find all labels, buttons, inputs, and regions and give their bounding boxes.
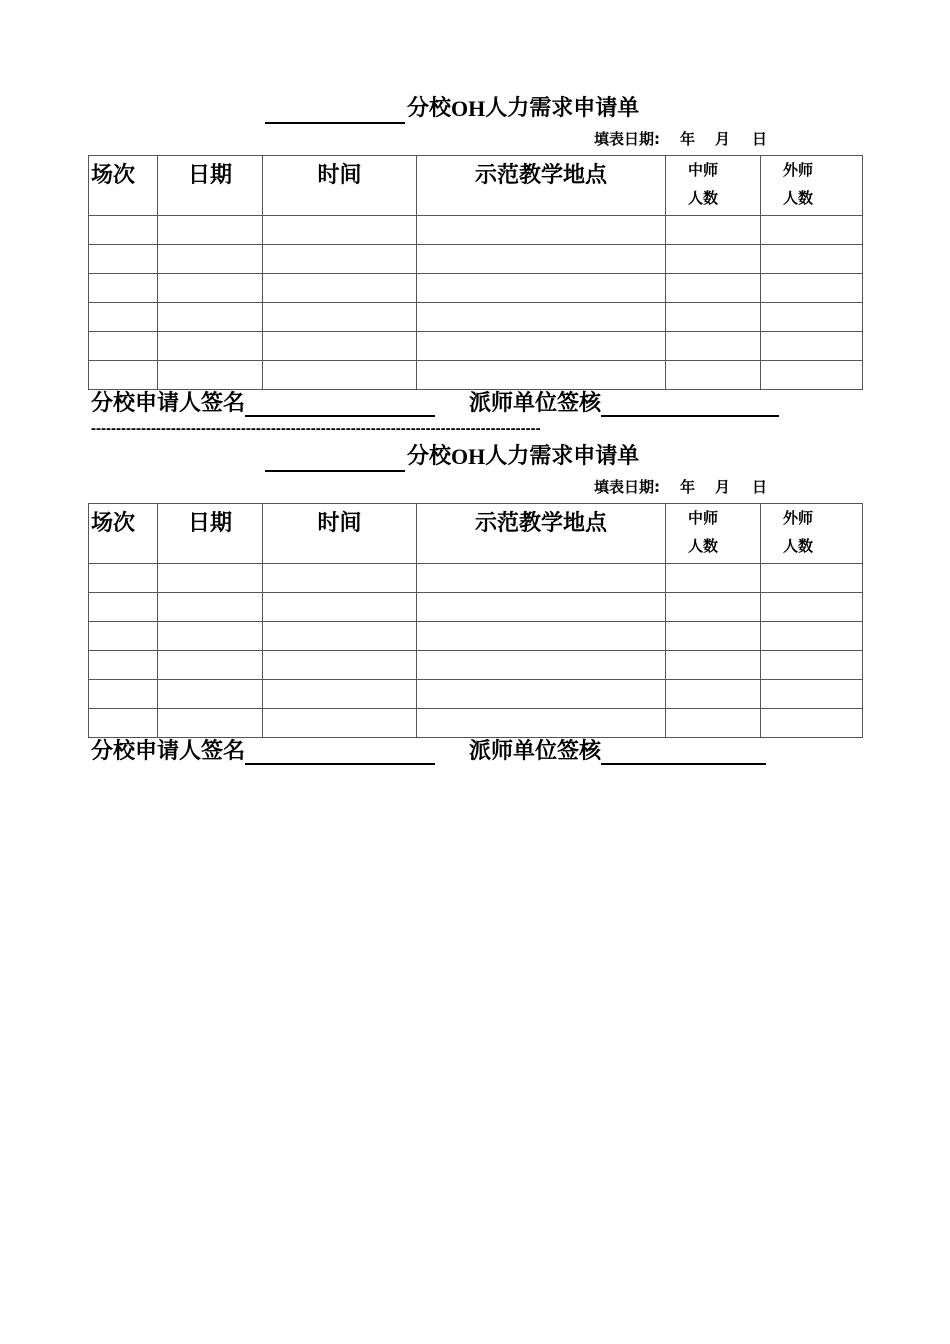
form-title bbox=[265, 442, 639, 472]
review-signature-field[interactable] bbox=[601, 737, 766, 765]
cell-location[interactable] bbox=[417, 303, 666, 332]
applicant-signature-label: 分校申请人签名 bbox=[91, 391, 246, 416]
header-cn-teacher-line1: 中师 bbox=[688, 509, 719, 527]
cell-foreign-teacher-count[interactable] bbox=[761, 651, 863, 680]
cut-line-divider: ------------------------------------------------------------------------------------------ bbox=[91, 420, 541, 437]
header-date: 日期 bbox=[158, 156, 263, 216]
fill-date-day[interactable]: 日 bbox=[752, 478, 768, 496]
header-cn-teacher-line2: 人数 bbox=[688, 537, 719, 555]
cell-time[interactable] bbox=[263, 622, 417, 651]
table-body bbox=[89, 564, 863, 738]
cell-cn-teacher-count[interactable] bbox=[666, 680, 761, 709]
header-foreign-teacher-count bbox=[761, 156, 863, 216]
table-header-row bbox=[89, 504, 863, 564]
signature-line bbox=[91, 386, 779, 417]
applicant-signature-field[interactable] bbox=[245, 737, 435, 765]
branch-name-blank[interactable] bbox=[265, 98, 405, 124]
fill-date-day[interactable]: 日 bbox=[752, 130, 768, 148]
cell-session[interactable] bbox=[89, 651, 158, 680]
cell-cn-teacher-count[interactable] bbox=[666, 332, 761, 361]
table-row bbox=[89, 303, 863, 332]
header-cn-teacher-line1: 中师 bbox=[688, 161, 719, 179]
cell-cn-teacher-count[interactable] bbox=[666, 303, 761, 332]
cell-session[interactable] bbox=[89, 274, 158, 303]
header-foreign-teacher-line2: 人数 bbox=[783, 537, 814, 555]
fill-date-month[interactable]: 月 bbox=[715, 130, 731, 148]
cell-cn-teacher-count[interactable] bbox=[666, 274, 761, 303]
cell-date[interactable] bbox=[158, 245, 263, 274]
cell-cn-teacher-count[interactable] bbox=[666, 245, 761, 274]
fill-date-label: 填表日期: bbox=[594, 478, 660, 496]
request-table bbox=[88, 155, 863, 390]
cell-foreign-teacher-count[interactable] bbox=[761, 332, 863, 361]
cell-time[interactable] bbox=[263, 651, 417, 680]
table-row bbox=[89, 245, 863, 274]
cell-session[interactable] bbox=[89, 622, 158, 651]
review-signature-label: 派师单位签核 bbox=[469, 391, 602, 416]
cell-location[interactable] bbox=[417, 216, 666, 245]
cell-foreign-teacher-count[interactable] bbox=[761, 709, 863, 738]
cell-foreign-teacher-count[interactable] bbox=[761, 564, 863, 593]
header-location: 示范教学地点 bbox=[417, 156, 666, 216]
signature-line bbox=[91, 734, 766, 765]
cell-time[interactable] bbox=[263, 245, 417, 274]
cell-cn-teacher-count[interactable] bbox=[666, 216, 761, 245]
cell-session[interactable] bbox=[89, 680, 158, 709]
cell-time[interactable] bbox=[263, 332, 417, 361]
cell-foreign-teacher-count[interactable] bbox=[761, 593, 863, 622]
header-date: 日期 bbox=[158, 504, 263, 564]
header-session: 场次 bbox=[89, 156, 158, 216]
title-branch: 分校 bbox=[407, 96, 452, 121]
header-foreign-teacher-line1: 外师 bbox=[783, 161, 814, 179]
cell-foreign-teacher-count[interactable] bbox=[761, 680, 863, 709]
cell-foreign-teacher-count[interactable] bbox=[761, 622, 863, 651]
table-row bbox=[89, 216, 863, 245]
cell-date[interactable] bbox=[158, 274, 263, 303]
cell-location[interactable] bbox=[417, 245, 666, 274]
table-row bbox=[89, 564, 863, 593]
cell-location[interactable] bbox=[417, 564, 666, 593]
cell-location[interactable] bbox=[417, 593, 666, 622]
cell-date[interactable] bbox=[158, 651, 263, 680]
cell-location[interactable] bbox=[417, 622, 666, 651]
cell-time[interactable] bbox=[263, 593, 417, 622]
fill-date-month[interactable]: 月 bbox=[715, 478, 731, 496]
review-signature-label: 派师单位签核 bbox=[469, 739, 602, 764]
cell-date[interactable] bbox=[158, 303, 263, 332]
title-branch: 分校 bbox=[407, 444, 452, 469]
header-cn-teacher-count bbox=[666, 156, 761, 216]
fill-date-year[interactable]: 年 bbox=[680, 478, 696, 496]
cell-cn-teacher-count[interactable] bbox=[666, 593, 761, 622]
title-oh: OH bbox=[451, 444, 486, 469]
cell-time[interactable] bbox=[263, 274, 417, 303]
request-table bbox=[88, 503, 863, 738]
table-row bbox=[89, 651, 863, 680]
fill-date bbox=[594, 128, 767, 149]
cell-date[interactable] bbox=[158, 680, 263, 709]
cell-date[interactable] bbox=[158, 622, 263, 651]
table-header-row bbox=[89, 156, 863, 216]
header-location: 示范教学地点 bbox=[417, 504, 666, 564]
table-row bbox=[89, 332, 863, 361]
header-cn-teacher-count bbox=[666, 504, 761, 564]
cell-time[interactable] bbox=[263, 564, 417, 593]
title-rest: 人力需求申请单 bbox=[485, 444, 640, 469]
header-session: 场次 bbox=[89, 504, 158, 564]
cell-session[interactable] bbox=[89, 303, 158, 332]
header-time: 时间 bbox=[263, 504, 417, 564]
branch-name-blank[interactable] bbox=[265, 446, 405, 472]
cell-session[interactable] bbox=[89, 593, 158, 622]
fill-date bbox=[594, 476, 767, 497]
cell-location[interactable] bbox=[417, 680, 666, 709]
cell-time[interactable] bbox=[263, 216, 417, 245]
table-row bbox=[89, 622, 863, 651]
cell-time[interactable] bbox=[263, 303, 417, 332]
cell-date[interactable] bbox=[158, 593, 263, 622]
cell-time[interactable] bbox=[263, 680, 417, 709]
cell-cn-teacher-count[interactable] bbox=[666, 651, 761, 680]
applicant-signature-field[interactable] bbox=[245, 389, 435, 417]
header-foreign-teacher-line1: 外师 bbox=[783, 509, 814, 527]
cell-foreign-teacher-count[interactable] bbox=[761, 274, 863, 303]
cell-foreign-teacher-count[interactable] bbox=[761, 303, 863, 332]
cell-cn-teacher-count[interactable] bbox=[666, 564, 761, 593]
fill-date-label: 填表日期: bbox=[594, 130, 660, 148]
title-oh: OH bbox=[451, 96, 486, 121]
cell-session[interactable] bbox=[89, 216, 158, 245]
header-time: 时间 bbox=[263, 156, 417, 216]
cell-cn-teacher-count[interactable] bbox=[666, 622, 761, 651]
cell-location[interactable] bbox=[417, 651, 666, 680]
table-row bbox=[89, 274, 863, 303]
review-signature-field[interactable] bbox=[601, 389, 779, 417]
cell-session[interactable] bbox=[89, 564, 158, 593]
cell-date[interactable] bbox=[158, 332, 263, 361]
cell-session[interactable] bbox=[89, 245, 158, 274]
cell-foreign-teacher-count[interactable] bbox=[761, 245, 863, 274]
cell-date[interactable] bbox=[158, 564, 263, 593]
table-row bbox=[89, 680, 863, 709]
cell-location[interactable] bbox=[417, 274, 666, 303]
fill-date-year[interactable]: 年 bbox=[680, 130, 696, 148]
applicant-signature-label: 分校申请人签名 bbox=[91, 739, 246, 764]
cell-session[interactable] bbox=[89, 332, 158, 361]
header-foreign-teacher-line2: 人数 bbox=[783, 189, 814, 207]
header-foreign-teacher-count bbox=[761, 504, 863, 564]
cell-location[interactable] bbox=[417, 332, 666, 361]
cell-date[interactable] bbox=[158, 216, 263, 245]
title-rest: 人力需求申请单 bbox=[485, 96, 640, 121]
table-body bbox=[89, 216, 863, 390]
table-row bbox=[89, 593, 863, 622]
cell-foreign-teacher-count[interactable] bbox=[761, 216, 863, 245]
form-title bbox=[265, 94, 639, 124]
header-cn-teacher-line2: 人数 bbox=[688, 189, 719, 207]
